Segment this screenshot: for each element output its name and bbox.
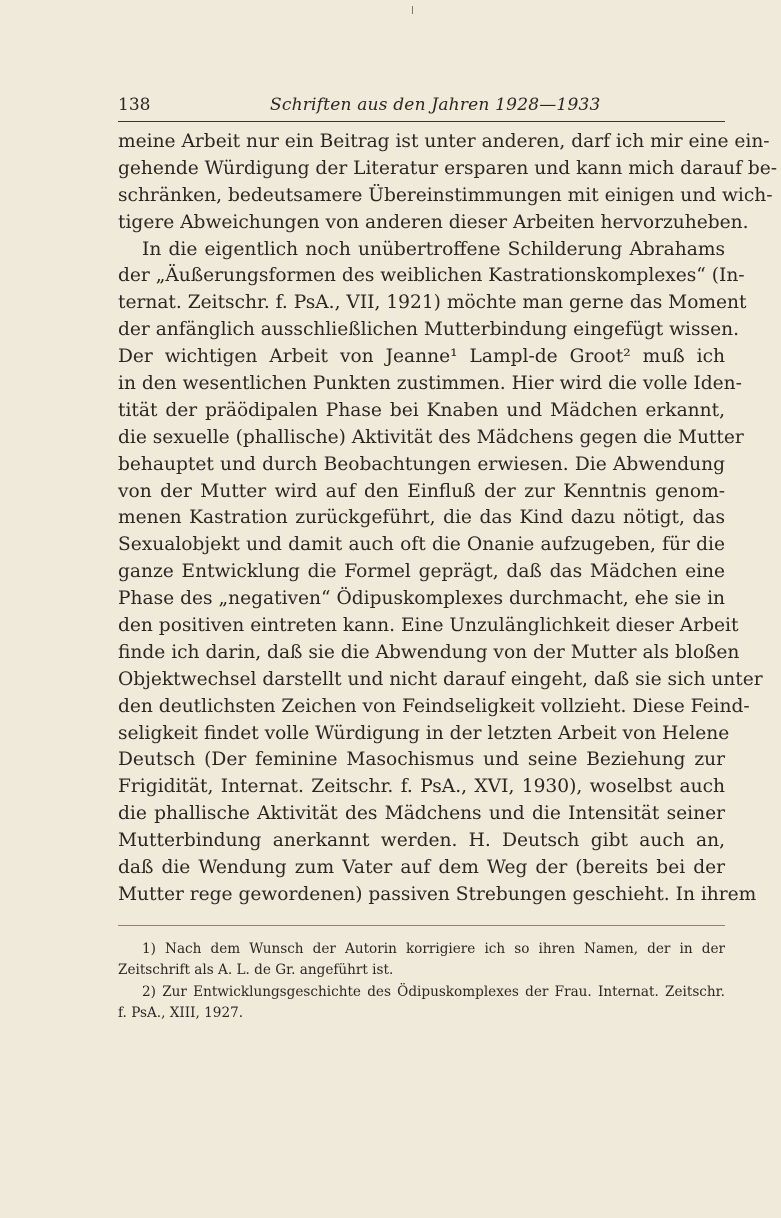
text-line: der anfänglich ausschließlichen Mutterbindung eingefügt wissen.	[118, 319, 739, 341]
text-line: behauptet und durch Beobachtungen erwiesen. Die Abwendung	[118, 453, 725, 475]
text-line: tigere Abweichungen von anderen dieser Arbeiten hervorzuheben.	[118, 211, 749, 233]
text-line: der „Äußerungsformen des weiblichen Kastrationskomplexes“ (In-	[118, 265, 745, 287]
text-line: Mutterbindung anerkannt werden. H. Deutsch gibt auch an,	[118, 830, 725, 852]
text-line: in den wesentlichen Punkten zustimmen. Hier wird die volle Iden-	[118, 373, 742, 395]
footnote-2: 2) Zur Entwicklungsgeschichte des Ödipuskomplexes der Frau. Internat. Zeitschr.	[142, 983, 725, 1000]
footnote-rule	[118, 925, 725, 926]
text-line: seligkeit findet volle Würdigung in der letzten Arbeit von Helene	[118, 722, 730, 744]
text-line: Der wichtigen Arbeit von Jeanne¹ Lampl-de Groot² muß ich	[118, 346, 725, 368]
text-line: ternat. Zeitschr. f. PsA., VII, 1921) möchte man gerne das Moment	[118, 292, 747, 314]
text-line: Objektwechsel darstellt und nicht darauf eingeht, daß sie sich unter	[118, 668, 763, 690]
text-line: den deutlichsten Zeichen von Feindseligkeit vollzieht. Diese Feind-	[118, 695, 750, 717]
text-line: gehende Würdigung der Literatur ersparen und kann mich darauf be-	[118, 157, 778, 179]
footnote-1: 1) Nach dem Wunsch der Autorin korrigiere ich so ihren Namen, der in der	[142, 941, 725, 957]
text-line: finde ich darin, daß sie die Abwendung von der Mutter als bloßen	[118, 641, 740, 663]
text-line: In die eigentlich noch unübertroffene Schilderung Abrahams	[142, 238, 725, 260]
running-header	[118, 95, 725, 119]
text-line: Frigidität, Internat. Zeitschr. f. PsA., XVI, 1930), woselbst auch	[118, 776, 725, 798]
text-line: Mutter rege gewordenen) passiven Strebungen geschieht. In ihrem	[118, 883, 757, 905]
footnote-1-continuation: Zeitschrift als A. L. de Gr. angeführt ist.	[118, 962, 394, 979]
text-line: meine Arbeit nur ein Beitrag ist unter anderen, darf ich mir eine ein-	[118, 131, 770, 152]
text-line: die sexuelle (phallische) Aktivität des Mädchens gegen die Mutter	[118, 426, 744, 448]
scan-mark	[412, 6, 413, 14]
text-line: schränken, bedeutsamere Übereinstimmungen mit einigen und wich-	[118, 184, 773, 206]
text-line: Deutsch (Der feminine Masochismus und seine Beziehung zur	[118, 749, 725, 771]
text-line: die phallische Aktivität des Mädchens und die Intensität seiner	[118, 803, 725, 825]
text-line: tität der präödipalen Phase bei Knaben und Mädchen erkannt,	[118, 399, 725, 421]
text-line: ganze Entwicklung die Formel geprägt, daß das Mädchen eine	[118, 561, 725, 583]
text-line: Phase des „negativen“ Ödipuskomplexes durchmacht, ehe sie in	[118, 588, 725, 610]
text-line: daß die Wendung zum Vater auf dem Weg der (bereits bei der	[118, 857, 725, 879]
body-text	[118, 129, 778, 909]
header-rule	[118, 121, 725, 122]
text-line: menen Kastration zurückgeführt, die das Kind dazu nötigt, das	[118, 507, 725, 529]
footnotes	[118, 939, 725, 1024]
page-number: 138	[118, 95, 151, 115]
text-line: den positiven eintreten kann. Eine Unzulänglichkeit dieser Arbeit	[118, 615, 739, 637]
text-line: von der Mutter wird auf den Einfluß der zur Kenntnis genom-	[118, 480, 725, 502]
text-line: Sexualobjekt und damit auch oft die Onanie aufzugeben, für die	[118, 534, 725, 556]
footnote-2-continuation: f. PsA., XIII, 1927.	[118, 1004, 244, 1021]
running-title: Schriften aus den Jahren 1928—1933	[270, 95, 601, 115]
